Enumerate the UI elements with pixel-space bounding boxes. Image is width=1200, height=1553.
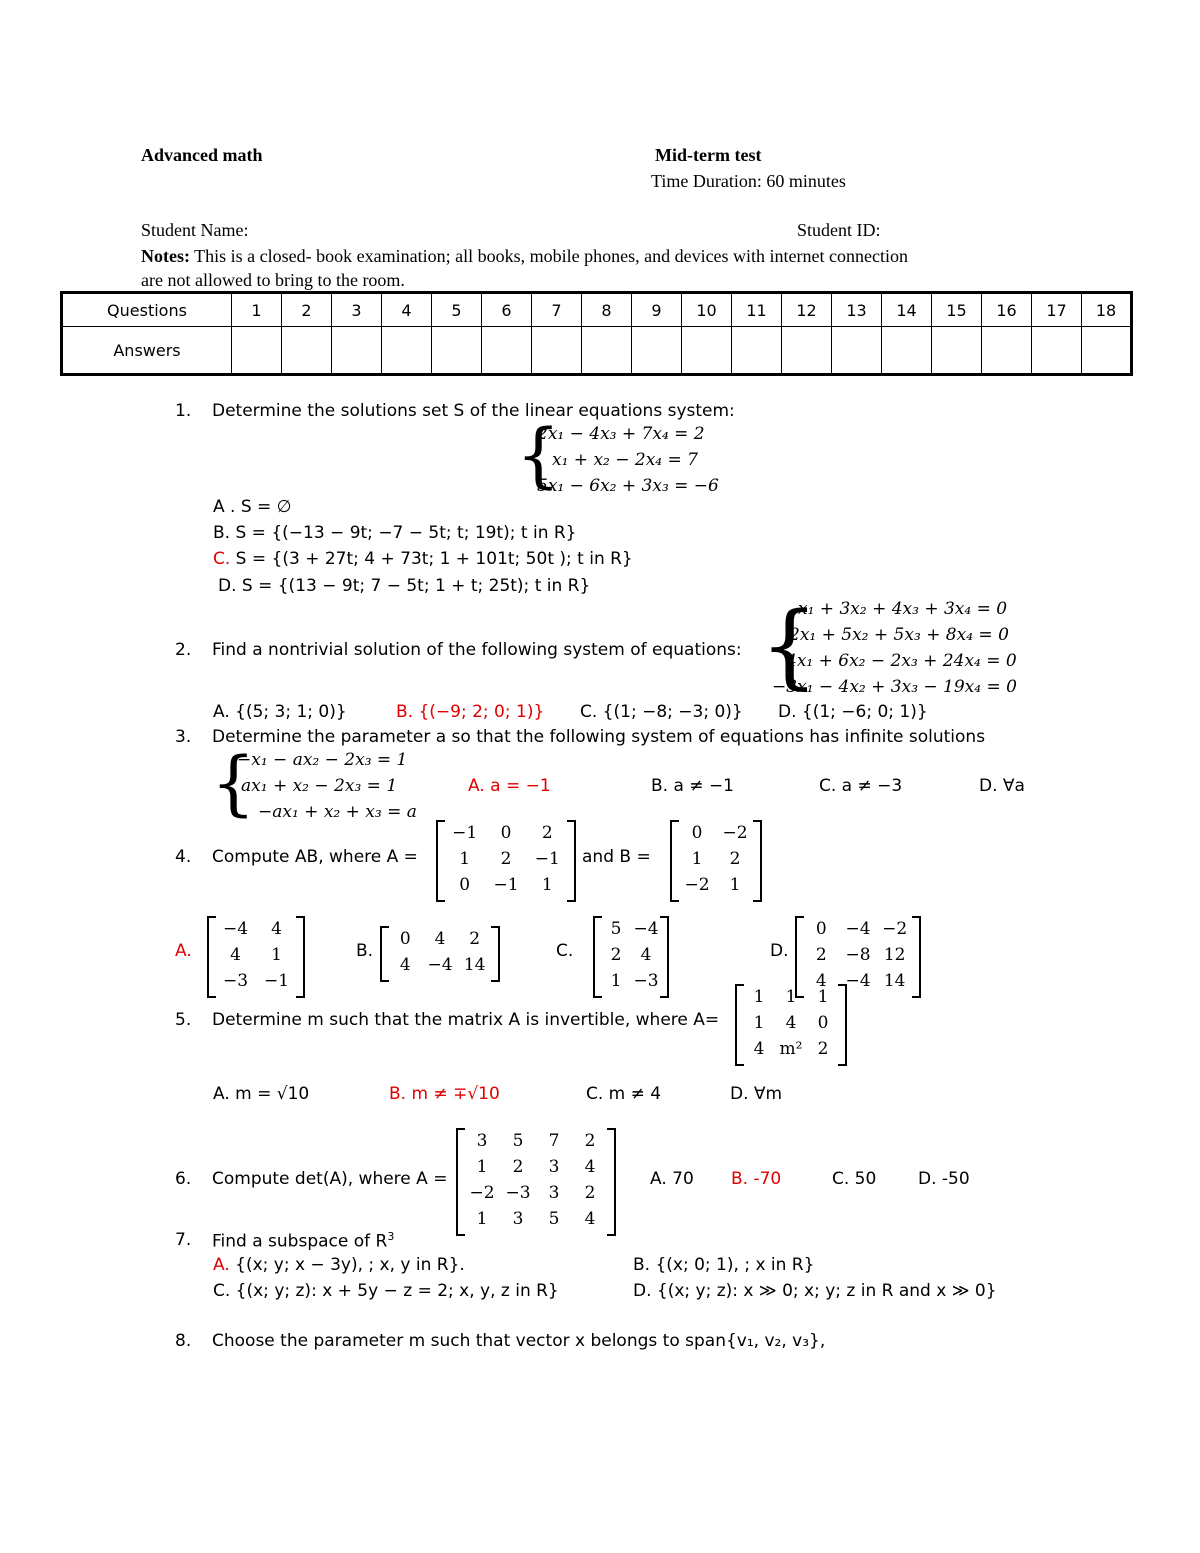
question-number-14: 14 [882, 293, 932, 327]
answer-cell-11[interactable] [732, 327, 782, 375]
q6-option-c: C. 50 [832, 1169, 877, 1189]
q7-a-label: A. [213, 1255, 230, 1275]
q1-c-label: C. [213, 549, 231, 569]
matrix-entry: 4 [785, 1013, 797, 1033]
matrix-entry: 1 [785, 987, 797, 1007]
answer-cell-8[interactable] [582, 327, 632, 375]
q6-text: Compute det(A), where A = [212, 1169, 448, 1189]
answer-cell-17[interactable] [1032, 327, 1082, 375]
q3-option-d: D. ∀a [979, 776, 1025, 796]
answer-cell-7[interactable] [532, 327, 582, 375]
matrix-right-bracket [838, 984, 847, 1066]
matrix-entry: 2 [610, 945, 622, 965]
matrix-entry: 1 [691, 849, 703, 869]
matrix-entry: 4 [640, 945, 652, 965]
matrix-entry: −2 [469, 1183, 495, 1203]
matrix-entry: 3 [512, 1209, 524, 1229]
q7-option-b: B. {(x; 0; 1), ; x in R} [633, 1255, 815, 1275]
matrix-entry: 4 [230, 945, 241, 965]
matrix-entry: 1 [271, 945, 282, 965]
question-number-15: 15 [932, 293, 982, 327]
matrix-entry: 1 [610, 971, 622, 991]
matrix-right-bracket [912, 916, 921, 998]
answers-label: Answers [62, 327, 232, 375]
answer-cell-14[interactable] [882, 327, 932, 375]
q4-c-label: C. [556, 941, 574, 961]
q7-text [212, 1231, 394, 1252]
q7-option-d: D. {(x; y; z): x ≫ 0; x; y; z in R and x ≫ 0} [633, 1281, 997, 1301]
question-number-4: 4 [382, 293, 432, 327]
q5-option-a: A. m = √10 [213, 1084, 310, 1104]
q1-option-d: D. S = {(13 − 9t; 7 − 5t; 1 + t; 25t); t in R} [218, 576, 591, 596]
question-number-2: 2 [282, 293, 332, 327]
q1-text: Determine the solutions set S of the linear equations system: [212, 401, 735, 421]
q5-option-b: B. m ≠ ∓√10 [389, 1084, 500, 1104]
q3-option-b: B. a ≠ −1 [651, 776, 734, 796]
matrix-entry: −3 [505, 1183, 531, 1203]
q7-a-text: {(x; y; x − 3y), ; x, y in R}. [229, 1255, 465, 1275]
matrix-entry: 1 [817, 987, 829, 1007]
q1-eq1: 2x₁ − 4x₃ + 7x₄ = 2 [537, 424, 705, 444]
answer-cell-18[interactable] [1082, 327, 1132, 375]
matrix-entry: −4 [845, 919, 871, 939]
q2-eq4: −3x₁ − 4x₂ + 3x₃ − 19x₄ = 0 [772, 677, 1017, 697]
matrix-entry: 0 [815, 919, 827, 939]
matrix-entry: 1 [753, 1013, 765, 1033]
q1-option-b [213, 524, 577, 544]
answer-cell-2[interactable] [282, 327, 332, 375]
answer-cell-3[interactable] [332, 327, 382, 375]
matrix-right-bracket [491, 926, 500, 982]
matrix-entry: 14 [883, 971, 906, 991]
notes-label: Notes: [141, 246, 190, 266]
matrix-entry: 2 [729, 849, 741, 869]
q4-a-label: A. [175, 941, 192, 961]
student-name-label: Student Name: [141, 220, 249, 240]
answer-cell-15[interactable] [932, 327, 982, 375]
matrix-entry: 4 [753, 1039, 765, 1059]
matrix-entry: 2 [584, 1131, 596, 1151]
q4-b-label: B. [356, 941, 374, 961]
q2-eq2: 2x₁ + 5x₂ + 5x₃ + 8x₄ = 0 [789, 625, 1009, 645]
matrix-right-bracket [296, 916, 305, 998]
matrix-entry: 0 [500, 823, 512, 843]
q5-text: Determine m such that the matrix A is invertible, where A= [212, 1010, 720, 1030]
q3-option-c: C. a ≠ −3 [819, 776, 903, 796]
matrix-entry: −2 [722, 823, 748, 843]
answers-row [62, 327, 1132, 375]
q7-number: 7. [175, 1230, 192, 1250]
q3-eq1: −x₁ − ax₂ − 2x₃ = 1 [237, 750, 408, 770]
q1-option-c [213, 550, 633, 570]
notes-text: This is a closed- book examination; all books, mobile phones, and devices with internet connection [189, 246, 908, 266]
question-number-8: 8 [582, 293, 632, 327]
q4-number: 4. [175, 847, 192, 867]
q3-eq3: −ax₁ + x₂ + x₃ = a [258, 802, 417, 822]
q1-option-a: A . S = ∅ [213, 497, 292, 517]
matrix-entry: 4 [399, 955, 411, 975]
questions-label: Questions [62, 293, 232, 327]
matrix-entry: 4 [584, 1157, 596, 1177]
question-number-16: 16 [982, 293, 1032, 327]
q1-eq3: 5x₁ − 6x₂ + 3x₃ = −6 [537, 476, 719, 496]
q7-option-a [213, 1256, 465, 1276]
matrix-entry: 3 [548, 1183, 560, 1203]
matrix-entry: −8 [845, 945, 871, 965]
matrix-entry: 0 [459, 875, 471, 895]
answer-cell-6[interactable] [482, 327, 532, 375]
matrix-entry: 2 [469, 929, 481, 949]
matrix-entry: 4 [271, 919, 282, 939]
question-number-10: 10 [682, 293, 732, 327]
answer-cell-16[interactable] [982, 327, 1032, 375]
question-number-18: 18 [1082, 293, 1132, 327]
q2-text: Find a nontrivial solution of the following system of equations: [212, 640, 742, 660]
q3-eq2: ax₁ + x₂ − 2x₃ = 1 [241, 776, 398, 796]
question-number-11: 11 [732, 293, 782, 327]
q2-option-d: D. {(1; −6; 0; 1)} [778, 702, 928, 722]
q2-option-b: B. {(−9; 2; 0; 1)} [396, 702, 545, 722]
matrix-entry: −4 [427, 955, 453, 975]
q1-eq2: x₁ + x₂ − 2x₄ = 7 [552, 450, 698, 470]
q2-brace: { [760, 592, 819, 699]
matrix-entry: −1 [452, 823, 478, 843]
question-number-6: 6 [482, 293, 532, 327]
q3-text: Determine the parameter a so that the following system of equations has infinite solutions [212, 727, 986, 747]
q1-b-text: S = {(−13 − 9t; −7 − 5t; t; 19t); t in R} [230, 523, 577, 543]
q2-eq3: 4x₁ + 6x₂ − 2x₃ + 24x₄ = 0 [786, 651, 1017, 671]
q1-number: 1. [175, 401, 192, 421]
q2-eq1: x₁ + 3x₂ + 4x₃ + 3x₄ = 0 [798, 599, 1008, 619]
matrix-entry: 2 [541, 823, 553, 843]
matrix-entry: 4 [584, 1209, 596, 1229]
q6-option-a: A. 70 [650, 1169, 694, 1189]
answer-cell-10[interactable] [682, 327, 732, 375]
matrix-entry: −3 [222, 971, 249, 991]
matrix-entry: −1 [263, 971, 290, 991]
student-id-label: Student ID: [797, 220, 881, 240]
matrix-entry: −1 [534, 849, 560, 869]
matrix-entry: 3 [476, 1131, 488, 1151]
question-number-3: 3 [332, 293, 382, 327]
q8-text: Choose the parameter m such that vector x belongs to span{v₁, v₂, v₃}, [212, 1331, 826, 1351]
question-number-5: 5 [432, 293, 482, 327]
matrix-entry: 3 [548, 1157, 560, 1177]
answer-cell-5[interactable] [432, 327, 482, 375]
q4-and-text: and B = [582, 847, 651, 867]
question-number-1: 1 [232, 293, 282, 327]
answer-cell-13[interactable] [832, 327, 882, 375]
matrix-entry: 2 [500, 849, 512, 869]
question-number-13: 13 [832, 293, 882, 327]
q6-number: 6. [175, 1169, 192, 1189]
q6-option-b: B. -70 [731, 1169, 782, 1189]
question-number-12: 12 [782, 293, 832, 327]
q2-number: 2. [175, 640, 192, 660]
matrix-entry: −2 [882, 919, 908, 939]
matrix-entry: −3 [633, 971, 659, 991]
matrix-right-bracket [753, 820, 762, 902]
question-number-17: 17 [1032, 293, 1082, 327]
notes-line2: are not allowed to bring to the room. [141, 270, 405, 290]
q5-option-c: C. m ≠ 4 [586, 1084, 662, 1104]
matrix-entry: −4 [222, 919, 249, 939]
matrix-entry: 4 [434, 929, 446, 949]
q2-option-a: A. {(5; 3; 1; 0)} [213, 702, 347, 722]
matrix-entry: 0 [817, 1013, 829, 1033]
answer-table [60, 291, 1133, 376]
q5-number: 5. [175, 1010, 192, 1030]
q5-option-d: D. ∀m [730, 1084, 783, 1104]
matrix-right-bracket [607, 1128, 616, 1236]
q8-number: 8. [175, 1331, 192, 1351]
matrix-entry: 12 [883, 945, 906, 965]
matrix-entry: −4 [845, 971, 871, 991]
matrix-entry: m² [779, 1039, 803, 1059]
matrix-entry: 1 [476, 1209, 488, 1229]
q3-number: 3. [175, 727, 192, 747]
q3-brace: { [211, 742, 256, 824]
matrix-entry: 1 [753, 987, 765, 1007]
matrix-entry: 1 [476, 1157, 488, 1177]
question-number-9: 9 [632, 293, 682, 327]
q1-b-label: B. [213, 523, 231, 543]
matrix-entry: 2 [584, 1183, 596, 1203]
matrix-entry: −4 [633, 919, 659, 939]
matrix-entry: 5 [610, 919, 622, 939]
course-title: Advanced math [141, 145, 263, 165]
matrix-entry: −2 [684, 875, 710, 895]
question-number-7: 7 [532, 293, 582, 327]
answer-cell-4[interactable] [382, 327, 432, 375]
q1-c-text: S = {(3 + 27t; 4 + 73t; 1 + 101t; 50t ); t in R} [230, 549, 633, 569]
matrix-entry: 7 [548, 1131, 560, 1151]
notes [141, 246, 908, 267]
matrix-entry: 2 [815, 945, 827, 965]
matrix-entry: 4 [815, 971, 827, 991]
matrix-entry: 1 [729, 875, 741, 895]
answer-cell-1[interactable] [232, 327, 282, 375]
test-title: Mid-term test [655, 145, 762, 165]
q4-d-label: D. [770, 941, 789, 961]
matrix-entry: −1 [493, 875, 519, 895]
matrix-entry: 1 [541, 875, 553, 895]
matrix-entry: 0 [399, 929, 411, 949]
matrix-right-bracket [567, 820, 576, 902]
matrix-entry: 0 [691, 823, 703, 843]
time-duration: Time Duration: 60 minutes [651, 171, 846, 191]
q1-brace: { [516, 414, 561, 496]
matrix-entry: 5 [512, 1131, 524, 1151]
q7-option-c: C. {(x; y; z): x + 5y − z = 2; x, y, z in R} [213, 1281, 559, 1301]
q2-option-c: C. {(1; −8; −3; 0)} [580, 702, 743, 722]
matrix-entry: 14 [463, 955, 486, 975]
matrix-entry: 5 [548, 1209, 560, 1229]
answer-cell-9[interactable] [632, 327, 682, 375]
q4-text: Compute AB, where A = [212, 847, 418, 867]
q7-text-main: Find a subspace of R [212, 1231, 388, 1252]
q3-option-a: A. a = −1 [468, 776, 551, 796]
matrix-right-bracket [660, 916, 669, 998]
matrix-entry: 2 [817, 1039, 829, 1059]
answer-cell-12[interactable] [782, 327, 832, 375]
q6-option-d: D. -50 [918, 1169, 970, 1189]
q7-superscript: 3 [387, 1230, 395, 1243]
matrix-entry: 2 [512, 1157, 524, 1177]
matrix-entry: 1 [459, 849, 471, 869]
questions-row [62, 293, 1132, 327]
